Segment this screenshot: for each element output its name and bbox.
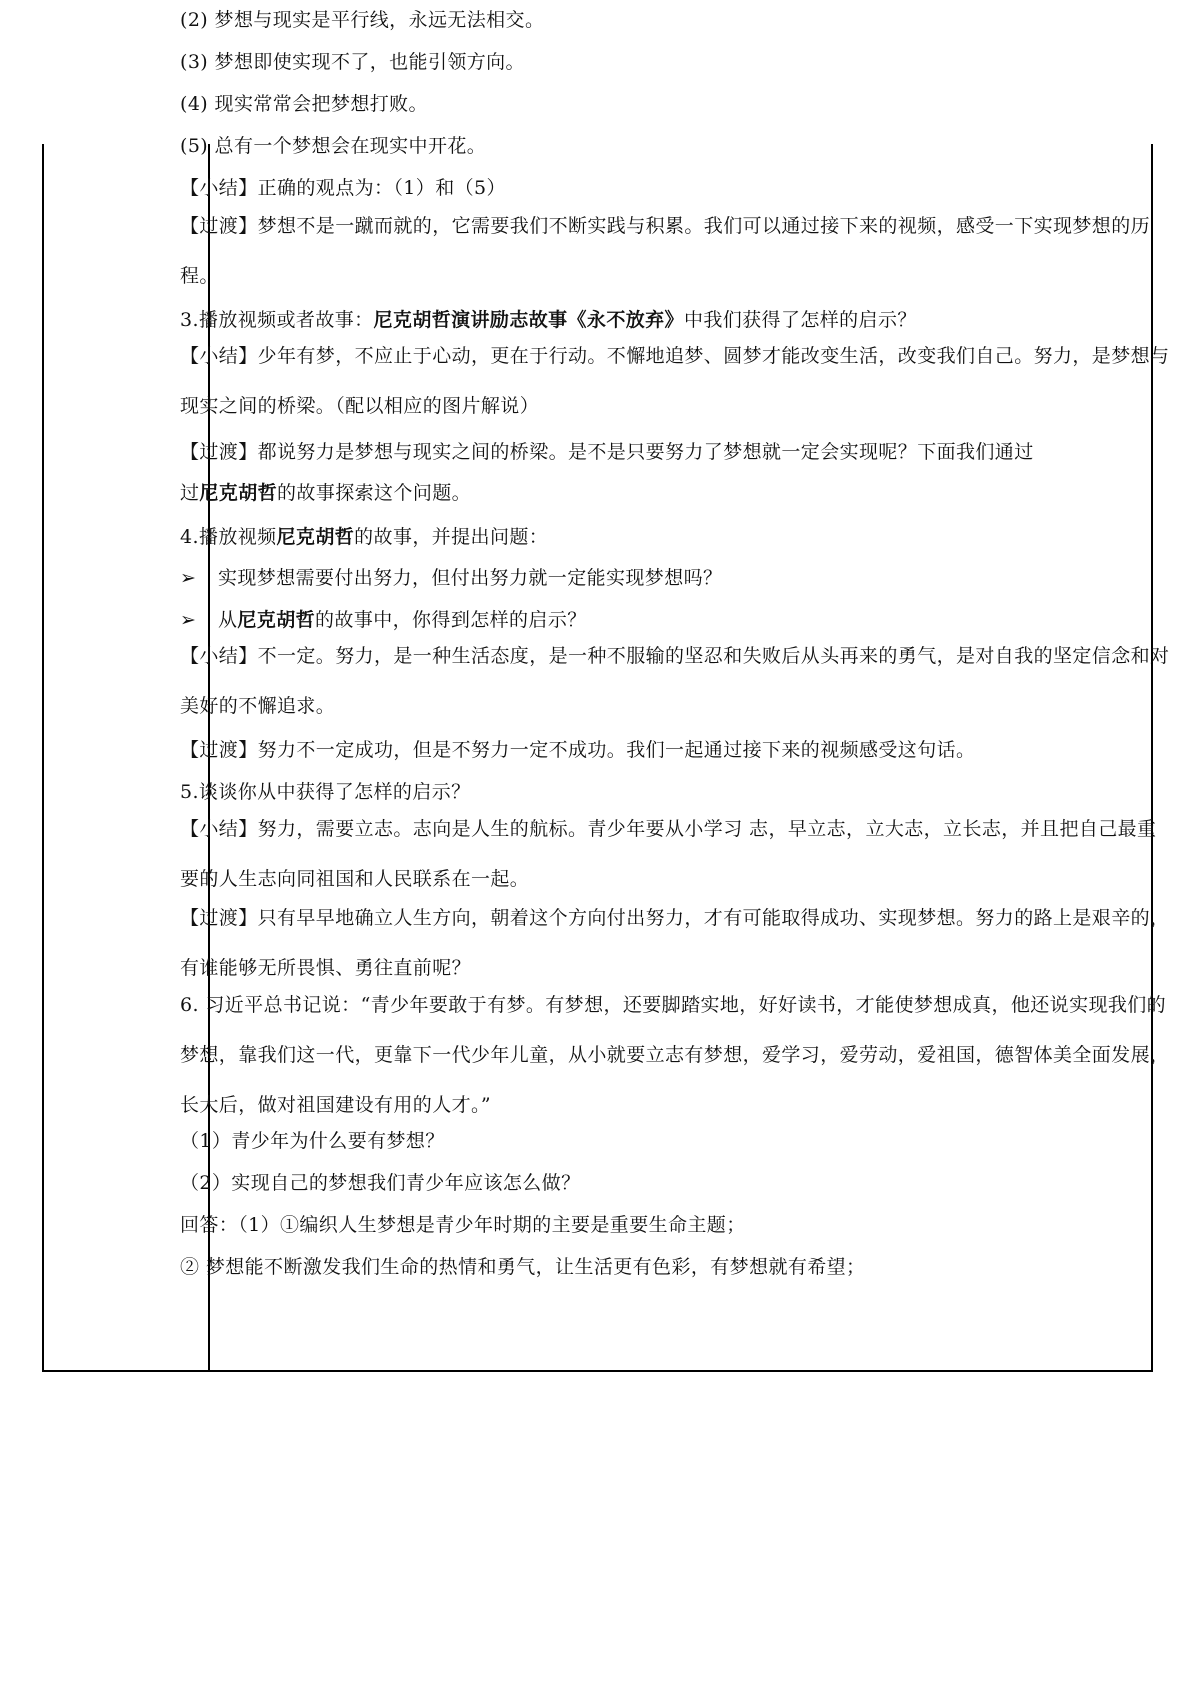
point-2: (2) 梦想与现实是平行线，永远无法相交。 [180, 9, 545, 31]
bullet-question-1-text: 实现梦想需要付出努力，但付出努力就一定能实现梦想吗？ [218, 567, 723, 589]
answer-2: ② 梦想能不断激发我们生命的热情和勇气，让生活更有色彩，有梦想就有希望； [180, 1256, 866, 1278]
step-3-suffix: 中我们获得了怎样的启示？ [683, 309, 917, 331]
bullet-question-2-prefix: 从 [218, 609, 238, 631]
bullet-question-2-suffix: 的故事中，你得到怎样的启示？ [315, 609, 587, 631]
transition-2-suffix: 的故事探索这个问题。 [277, 482, 472, 504]
transition-2: 【过渡】都说努力是梦想与现实之间的桥梁。是不是只要努力了梦想就一定会实现呢？下面我们通过 [180, 441, 1034, 463]
transition-4: 【过渡】只有早早地确立人生方向，朝着这个方向付出努力，才有可能取得成功、实现梦想。努力的路上是艰辛的，有谁能够无所畏惧、勇往直前呢？ [180, 907, 1170, 979]
transition-2-prefix: 过 [180, 482, 200, 504]
transition-3: 【过渡】努力不一定成功，但是不努力一定不成功。我们一起通过接下来的视频感受这句话。 [180, 739, 976, 761]
step-5-question: 5.谈谈你从中获得了怎样的启示？ [180, 781, 471, 803]
summary-4: 【小结】努力，需要立志。志向是人生的航标。青少年要从小学习 志，早立志，立大志，立长志，并且把自己最重要的人生志向同祖国和人民联系在一起。 [180, 818, 1157, 890]
bullet-question-2 [180, 608, 1171, 632]
summary-3: 【小结】不一定。努力，是一种生活态度，是一种不服输的坚忍和失败后从头再来的勇气，是对自我的坚定信念和对美好的不懈追求。 [180, 645, 1170, 717]
transition-2-name: 尼克胡哲 [199, 482, 278, 504]
arrow-bullet-icon: ➢ [180, 567, 197, 589]
bullet-question-1 [180, 566, 1171, 590]
point-3: (3) 梦想即使实现不了，也能引领方向。 [180, 51, 525, 73]
question-2: （2）实现自己的梦想我们青少年应该怎么做？ [180, 1172, 581, 1194]
step-3-prefix: 3.播放视频或者故事： [180, 309, 374, 331]
step-4-prefix: 4.播放视频 [180, 526, 277, 548]
step-4-name: 尼克胡哲 [276, 526, 355, 548]
arrow-bullet-icon: ➢ [180, 609, 197, 631]
step-6-quote: 6. 习近平总书记说：“青少年要敢于有梦。有梦想，还要脚踏实地，好好读书，才能使梦想成真，他还说实现我们的梦想，靠我们这一代，更靠下一代少年儿童，从小就要立志有梦想，爱学习，爱劳动，爱祖国，德智体美全面发展，长大后，做对祖国建设有用的人才。” [180, 994, 1170, 1116]
summary-2: 【小结】少年有梦，不应止于心动，更在于行动。不懈地追梦、圆梦才能改变生活，改变我们自己。努力，是梦想与现实之间的桥梁。（配以相应的图片解说） [180, 345, 1170, 417]
point-4: (4) 现实常常会把梦想打败。 [180, 93, 428, 115]
step-3-story-title: 尼克胡哲演讲励志故事《永不放弃》 [373, 309, 684, 331]
point-5: (5) 总有一个梦想会在现实中开花。 [180, 135, 487, 157]
transition-1: 【过渡】梦想不是一蹴而就的，它需要我们不断实践与积累。我们可以通过接下来的视频，感受一下实现梦想的历程。 [180, 215, 1151, 287]
step-3-video [180, 308, 1171, 332]
step-4-suffix: 的故事，并提出问题： [354, 526, 549, 548]
question-1: （1）青少年为什么要有梦想？ [180, 1130, 445, 1152]
bullet-question-2-name: 尼克胡哲 [237, 609, 316, 631]
transition-2-continued [180, 481, 1171, 505]
answer-1: 回答：（1）①编织人生梦想是青少年时期的主要是重要生命主题； [180, 1214, 746, 1236]
step-4-video [180, 525, 1171, 549]
summary-correct-views: 【小结】正确的观点为：（1）和（5） [180, 177, 506, 199]
